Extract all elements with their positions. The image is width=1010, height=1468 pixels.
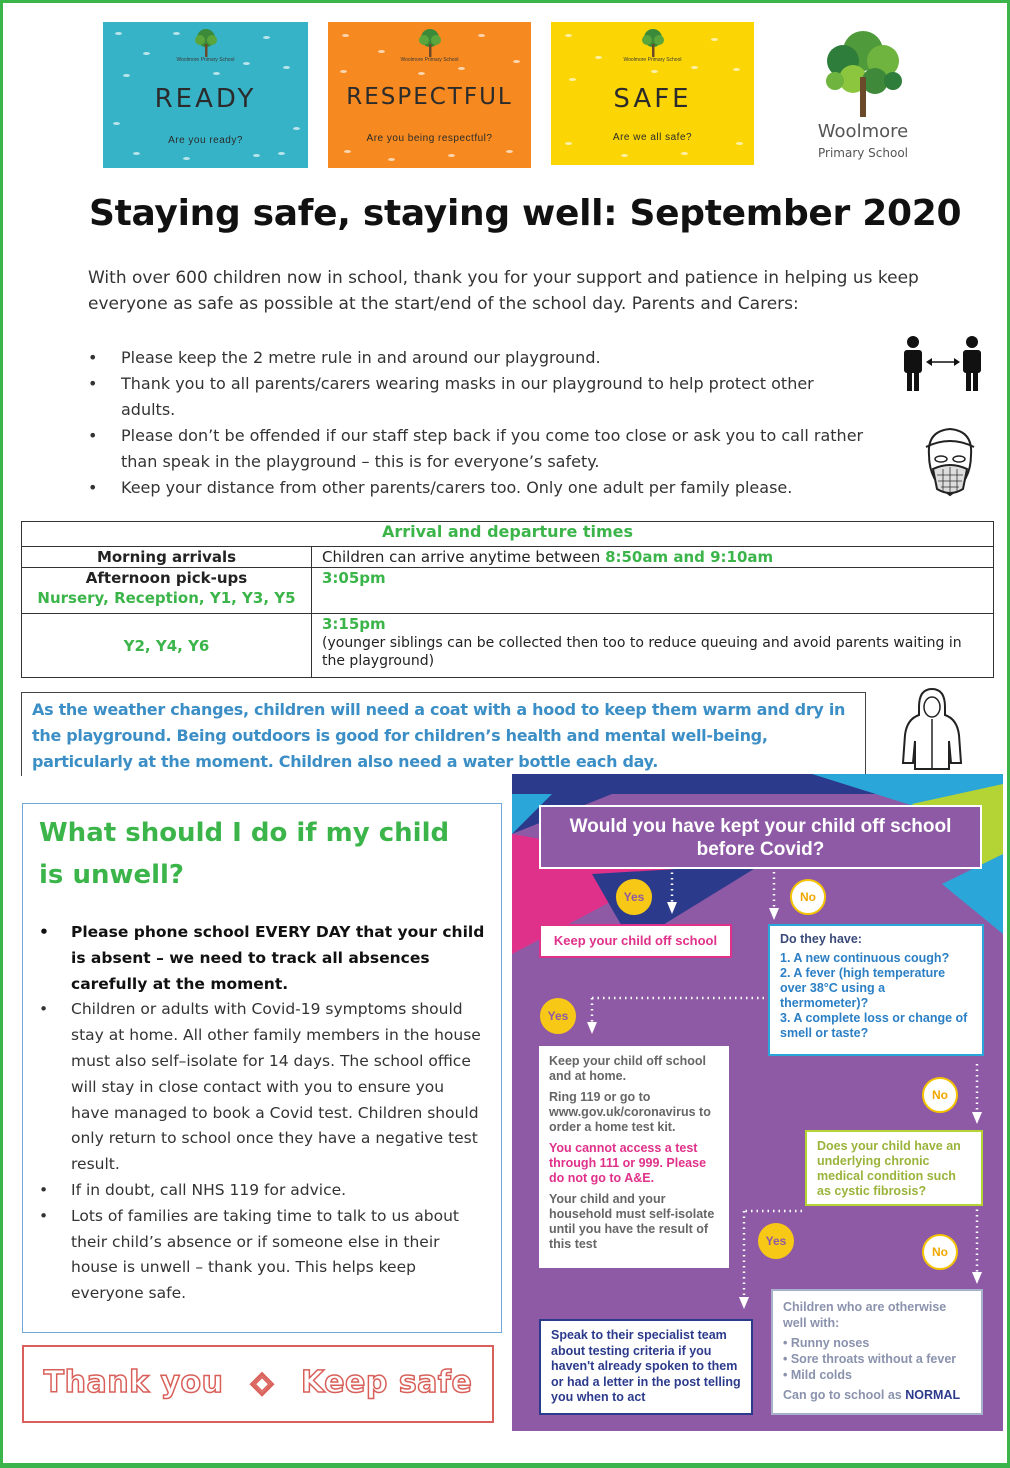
- thank-you-banner: [22, 1345, 494, 1423]
- tree-icon: [416, 28, 444, 58]
- table-row: [22, 568, 994, 614]
- keep-off-text: Keep your child off school: [553, 933, 718, 948]
- card-word: RESPECTFUL: [346, 84, 513, 110]
- tree-icon: [639, 28, 667, 58]
- normal-item: • Mild colds: [783, 1368, 852, 1382]
- normal-item: • Sore throats without a fever: [783, 1352, 957, 1366]
- list-item: • Keep your distance from other parents/carers too. Only one adult per family please.: [88, 475, 898, 501]
- respectful-card: [328, 22, 531, 168]
- specialist-text: Speak to their specialist team about testing criteria if you haven't already spoken to them or had a letter in the post telling you when to act: [551, 1328, 741, 1404]
- symptom-item: 3. A complete loss or change of smell or taste?: [780, 1011, 968, 1040]
- late-note: (younger siblings can be collected then too to reduce queuing and avoid parents waiting in the playground): [322, 635, 962, 669]
- list-item: • Please phone school EVERY DAY that your child is absent – we need to track all absences carefully at the moment.: [39, 920, 485, 997]
- logo-name: Woolmore: [817, 121, 909, 142]
- weather-notice: As the weather changes, children will need a coat with a hood to keep them warm and dry in the playground. Being outdoors is good for children’s health and mental well-being, particularly at the moment. Children also need a water bottle each day.: [21, 692, 866, 776]
- yes-bubble: Yes: [758, 1223, 794, 1259]
- safe-card: [551, 22, 754, 165]
- unwell-list: [39, 920, 485, 1307]
- page-title: Staying safe, staying well: September 2020: [89, 193, 962, 234]
- morning-time: 8:50am and 9:10am: [605, 548, 774, 566]
- covid-flowchart: [512, 774, 1003, 1431]
- chronic-box: [805, 1130, 983, 1206]
- no-bubble: No: [922, 1077, 958, 1113]
- safety-bullets: [88, 345, 898, 501]
- social-distance-icon: [898, 335, 988, 393]
- card-subtitle: Are you being respectful?: [366, 133, 493, 144]
- normal-title: Children who are otherwise well with:: [783, 1300, 947, 1330]
- home-text-3: You cannot access a test through 111 or 999. Please do not go to A&E.: [549, 1141, 707, 1185]
- late-time: 3:15pm: [322, 615, 386, 633]
- home-text-4: Your child and your household must self-isolate until you have the result of this test: [549, 1192, 715, 1251]
- card-word: READY: [154, 84, 257, 114]
- arrival-departure-table: [21, 521, 994, 678]
- normal-box: [771, 1289, 983, 1415]
- diamond-icon: ◈: [250, 1365, 275, 1400]
- no-bubble: No: [922, 1234, 958, 1270]
- card-word: SAFE: [613, 84, 692, 114]
- morning-label: Morning arrivals: [22, 547, 312, 568]
- thank-you-text: Thank you: [43, 1365, 224, 1400]
- afternoon-cell: [22, 568, 312, 614]
- stay-home-box: [539, 1046, 729, 1268]
- normal-line: [783, 1387, 971, 1403]
- symptom-item: 1. A new continuous cough?: [780, 951, 950, 965]
- unwell-box: [22, 803, 502, 1333]
- symptoms-box: [768, 924, 984, 1056]
- logo-subname: Primary School: [817, 146, 909, 160]
- keep-safe-text: Keep safe: [300, 1365, 473, 1400]
- list-item: • Please keep the 2 metre rule in and around our playground.: [88, 345, 898, 371]
- yes-bubble: Yes: [540, 998, 576, 1034]
- card-school-name: Woolmore Primary School: [623, 57, 682, 63]
- table-row: [22, 547, 994, 568]
- card-subtitle: Are we all safe?: [612, 132, 693, 143]
- list-item: • If in doubt, call NHS 119 for advice.: [39, 1178, 485, 1204]
- hooded-coat-icon: [899, 687, 965, 771]
- normal-item: • Runny noses: [783, 1336, 870, 1350]
- list-item: • Children or adults with Covid-19 symptoms should stay at home. All other family members in the house must also self–isolate for 14 days. The school office will stay in close contact with you to ensure you have managed to book a Covid test. Children should only return to school once they have a negative test result.: [39, 997, 485, 1178]
- no-bubble: No: [790, 879, 826, 915]
- normal-word: NORMAL: [905, 1388, 961, 1402]
- afternoon-groups: Nursery, Reception, Y1, Y3, Y5: [37, 589, 296, 607]
- chronic-text: Does your child have an underlying chronic medical condition such as cystic fibrosis?: [817, 1139, 961, 1198]
- list-item: • Lots of families are taking time to talk to us about their child’s absence or if someone else in their house is unwell – thank you. This helps keep everyone safe.: [39, 1204, 485, 1307]
- symptom-item: 2. A fever (high temperature over 38°C using a thermometer)?: [780, 966, 946, 1010]
- morning-text: Children can arrive anytime between: [322, 548, 606, 566]
- home-text-1: Keep your child off school and at home.: [549, 1054, 706, 1083]
- ready-card: [103, 22, 308, 168]
- afternoon-time: 3:05pm: [312, 568, 994, 614]
- school-logo: [803, 21, 923, 171]
- intro-text: With over 600 children now in school, thank you for your support and patience in helping us keep everyone as safe as possible at the start/end of the school day. Parents and Carers:: [88, 268, 919, 314]
- card-school-name: Woolmore Primary School: [400, 57, 459, 63]
- tree-icon: [192, 28, 220, 58]
- late-groups: Y2, Y4, Y6: [22, 614, 312, 678]
- flow-question-text: Would you have kept your child off school before Covid?: [569, 816, 952, 860]
- late-cell: [312, 614, 994, 678]
- home-text-2: Ring 119 or go to www.gov.uk/coronavirus to order a home test kit.: [549, 1090, 711, 1134]
- morning-cell: [312, 547, 994, 568]
- tree-logo-icon: [813, 21, 913, 121]
- list-item: • Thank you to all parents/carers wearing masks in our playground to help protect other adults.: [88, 371, 848, 423]
- do-they-have: Do they have:: [780, 932, 862, 946]
- unwell-heading: What should I do if my child is unwell?: [39, 818, 450, 890]
- face-mask-icon: [921, 425, 979, 501]
- specialist-box: [539, 1319, 753, 1415]
- table-row: [22, 614, 994, 678]
- afternoon-label: Afternoon pick-ups: [85, 569, 248, 587]
- list-item: • Please don’t be offended if our staff step back if you come too close or ask you to call rather than speak in the playground – this is for everyone’s safety.: [88, 423, 898, 475]
- yes-bubble: Yes: [616, 879, 652, 915]
- table-heading: Arrival and departure times: [22, 522, 994, 547]
- flow-question: [539, 805, 982, 869]
- keep-off-box: [539, 924, 732, 958]
- normal-text: Can go to school as: [783, 1388, 906, 1402]
- card-subtitle: Are you ready?: [168, 135, 243, 146]
- card-school-name: Woolmore Primary School: [176, 57, 235, 63]
